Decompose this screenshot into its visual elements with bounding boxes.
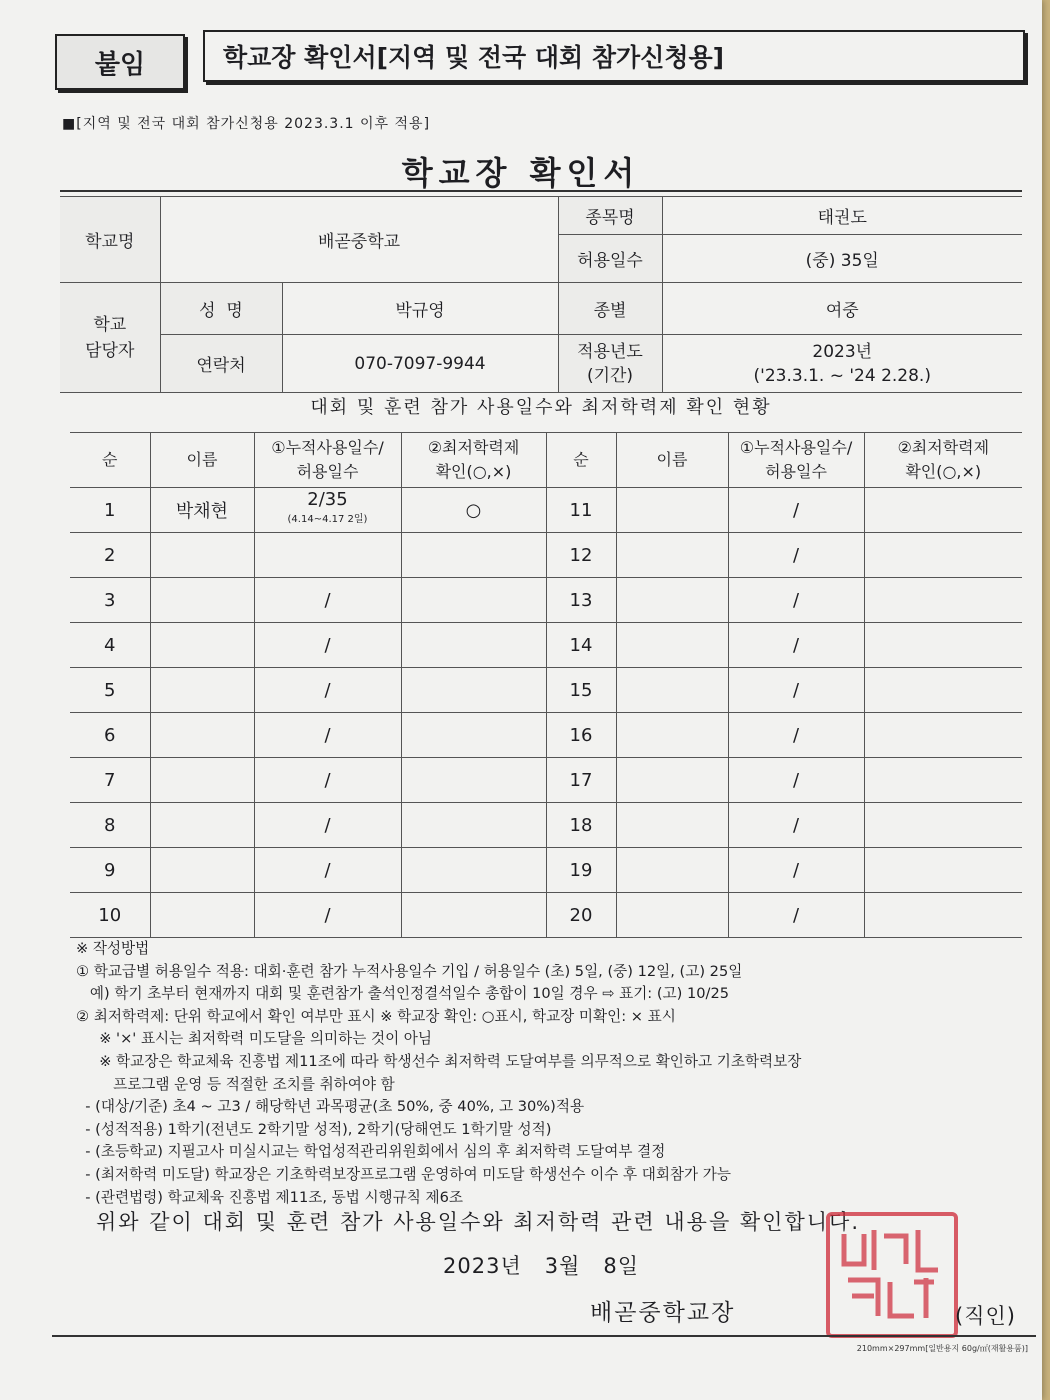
school-name-label: 학교명 <box>60 197 160 283</box>
applicability-note: ■[지역 및 전국 대회 참가신청용 2023.3.1 이후 적용] <box>62 116 431 132</box>
row-number: 16 <box>546 713 616 758</box>
note-line: - (초등학교) 지필고사 미실시교는 학업성적관리위원회에서 심의 후 최저학력 도달여부 결정 <box>76 1143 666 1161</box>
student-name <box>616 533 728 578</box>
header-order-right: 순 <box>546 433 616 488</box>
academic-check <box>401 668 546 713</box>
days-used-note: (4.14~4.17 2일) <box>287 514 368 525</box>
row-number: 15 <box>546 668 616 713</box>
academic-check <box>864 623 1022 668</box>
days-used: / <box>728 488 864 533</box>
period: ('23.3.1. ~ '24 2.28.) <box>753 365 931 386</box>
title-rule <box>60 190 1022 192</box>
academic-check <box>401 713 546 758</box>
days-used: / <box>728 848 864 893</box>
header-academic <box>401 433 546 488</box>
note-line: - (대상/기준) 초4 ~ 고3 / 해당학년 과목평균(초 50%, 중 40%, 고 30%)적용 <box>76 1098 585 1116</box>
days-used <box>254 488 401 533</box>
header-academic-2: 확인(○,×) <box>435 462 512 481</box>
issue-date: 2023년 3월 8일 <box>443 1254 640 1278</box>
header-academic-2-right: 확인(○,×) <box>905 462 982 481</box>
status-table <box>70 432 1022 938</box>
days-used: / <box>254 623 401 668</box>
officer-name: 박규영 <box>282 283 558 335</box>
days-used: / <box>728 803 864 848</box>
row-number: 2 <box>70 533 150 578</box>
days-used: / <box>254 668 401 713</box>
writing-instructions <box>76 938 1036 1209</box>
year-cell <box>662 335 1022 393</box>
paper-spec: 210mm×297mm[일반용지 60g/㎡(재활용품)] <box>856 1344 1028 1353</box>
days-used: / <box>254 848 401 893</box>
table-row <box>70 713 1022 758</box>
days-used: / <box>728 713 864 758</box>
note-line: - (성적적용) 1학기(전년도 2학기말 성적), 2학기(당해연도 1학기말 성적) <box>76 1120 552 1138</box>
name-label: 성 명 <box>160 283 282 335</box>
category-label: 종별 <box>558 283 662 335</box>
academic-check <box>401 533 546 578</box>
confirmation-statement: 위와 같이 대회 및 훈련 참가 사용일수와 최저학력 관련 내용을 확인합니다. <box>96 1210 861 1234</box>
header-days-right <box>728 433 864 488</box>
table-row <box>70 803 1022 848</box>
note-line: - (관련법령) 학교체육 진흥법 제11조, 동법 시행규칙 제6조 <box>76 1188 463 1206</box>
table-row <box>70 533 1022 578</box>
category: 여중 <box>662 283 1022 335</box>
header-academic-1-right: ②최저학력제 <box>897 438 990 457</box>
academic-check: ○ <box>401 488 546 533</box>
student-name <box>616 668 728 713</box>
table-row <box>70 488 1022 533</box>
seal-pattern-icon <box>830 1216 954 1334</box>
row-number: 1 <box>70 488 150 533</box>
year: 2023년 <box>812 341 873 362</box>
academic-check <box>864 578 1022 623</box>
academic-check <box>401 893 546 938</box>
seal-label: (직인) <box>955 1304 1016 1328</box>
student-name <box>616 488 728 533</box>
table-row <box>70 668 1022 713</box>
academic-check <box>864 713 1022 758</box>
academic-check <box>864 803 1022 848</box>
table-row <box>70 848 1022 893</box>
contact: 070-7097-9944 <box>282 335 558 393</box>
student-name <box>150 713 254 758</box>
row-number: 20 <box>546 893 616 938</box>
days-used: / <box>728 578 864 623</box>
days-used: / <box>728 623 864 668</box>
allowed-days: (중) 35일 <box>662 235 1022 283</box>
days-used-value: 2/35 <box>307 489 348 510</box>
student-name <box>616 848 728 893</box>
row-number: 17 <box>546 758 616 803</box>
row-number: 14 <box>546 623 616 668</box>
academic-check <box>864 758 1022 803</box>
student-name <box>616 578 728 623</box>
days-used <box>254 533 401 578</box>
student-name <box>150 758 254 803</box>
student-name <box>150 623 254 668</box>
row-number: 8 <box>70 803 150 848</box>
attachment-label: 붙임 <box>55 34 185 90</box>
year-label <box>558 335 662 393</box>
student-name <box>150 533 254 578</box>
header-name: 이름 <box>150 433 254 488</box>
student-name <box>616 803 728 848</box>
officer-label: 학교 담당자 <box>60 283 160 393</box>
header-academic-right <box>864 433 1022 488</box>
row-number: 10 <box>70 893 150 938</box>
row-number: 12 <box>546 533 616 578</box>
student-name <box>150 848 254 893</box>
row-number: 19 <box>546 848 616 893</box>
allowed-days-label: 허용일수 <box>558 235 662 283</box>
header-days-2: 허용일수 <box>296 462 359 481</box>
student-name <box>616 893 728 938</box>
sport: 태권도 <box>662 197 1022 235</box>
header-days-1-right: ①누적사용일수/ <box>739 438 853 457</box>
student-name <box>150 803 254 848</box>
form-title: 학교장 확인서[지역 및 전국 대회 참가신청용] <box>203 30 1025 82</box>
days-used: / <box>254 803 401 848</box>
row-number: 7 <box>70 758 150 803</box>
row-number: 6 <box>70 713 150 758</box>
bottom-rule <box>52 1335 1036 1337</box>
note-line: 예) 학기 초부터 현재까지 대회 및 훈련참가 출석인정결석일수 총합이 10일 경우 ⇨ 표기: (고) 10/25 <box>76 985 730 1003</box>
header-days <box>254 433 401 488</box>
note-line: - (최저학력 미도달) 학교장은 기초학력보장프로그램 운영하여 미도달 학생선수 이수 후 대회참가 가능 <box>76 1165 731 1183</box>
academic-check <box>401 578 546 623</box>
table-row <box>70 578 1022 623</box>
contact-label: 연락처 <box>160 335 282 393</box>
academic-check <box>401 848 546 893</box>
table-row <box>70 758 1022 803</box>
days-used: / <box>728 758 864 803</box>
academic-check <box>401 758 546 803</box>
note-line: ② 최저학력제: 단위 학교에서 확인 여부만 표시 ※ 학교장 확인: ○표시, 학교장 미확인: × 표시 <box>76 1007 676 1025</box>
academic-check <box>864 668 1022 713</box>
header-academic-1: ②최저학력제 <box>427 438 520 457</box>
days-used: / <box>728 668 864 713</box>
academic-check <box>864 533 1022 578</box>
days-used: / <box>254 758 401 803</box>
academic-check <box>401 803 546 848</box>
academic-check <box>864 893 1022 938</box>
note-line: ① 학교급별 허용일수 적용: 대회·훈련 참가 누적사용일수 기입 / 허용일수 (초) 5일, (중) 12일, (고) 25일 <box>76 962 743 980</box>
row-number: 3 <box>70 578 150 623</box>
table-row <box>70 893 1022 938</box>
student-name <box>150 578 254 623</box>
row-number: 4 <box>70 623 150 668</box>
year-label-line2: (기간) <box>586 365 634 386</box>
status-table-title: 대회 및 훈련 참가 사용일수와 최저학력제 확인 현황 <box>310 397 772 418</box>
header-days-2-right: 허용일수 <box>765 462 827 481</box>
header-days-1: ①누적사용일수/ <box>271 438 384 457</box>
academic-check <box>864 848 1022 893</box>
days-used: / <box>254 893 401 938</box>
days-used: / <box>728 893 864 938</box>
student-name: 박채현 <box>150 488 254 533</box>
note-line: ※ 작성방법 <box>76 940 150 957</box>
student-name <box>616 623 728 668</box>
note-line: ※ '×' 표시는 최저학력 미도달을 의미하는 것이 아님 <box>76 1030 433 1048</box>
header-name-right: 이름 <box>616 433 728 488</box>
row-number: 18 <box>546 803 616 848</box>
student-name <box>150 893 254 938</box>
academic-check <box>401 623 546 668</box>
student-name <box>150 668 254 713</box>
note-line: 프로그램 운영 등 적절한 조치를 취하여야 함 <box>76 1075 395 1093</box>
table-row <box>70 623 1022 668</box>
student-name <box>616 713 728 758</box>
row-number: 5 <box>70 668 150 713</box>
row-number: 9 <box>70 848 150 893</box>
header-order: 순 <box>70 433 150 488</box>
days-used: / <box>728 533 864 578</box>
official-seal <box>826 1212 958 1338</box>
days-used: / <box>254 578 401 623</box>
sport-label: 종목명 <box>558 197 662 235</box>
year-label-line1: 적용년도 <box>577 341 643 362</box>
note-line: ※ 학교장은 학교체육 진흥법 제11조에 따라 학생선수 최저학력 도달여부를 의무적으로 확인하고 기초학력보장 <box>76 1052 802 1070</box>
principal-name: 배곧중학교장 <box>590 1300 736 1326</box>
row-number: 11 <box>546 488 616 533</box>
days-used: / <box>254 713 401 758</box>
header-bar <box>55 30 1030 90</box>
student-name <box>616 758 728 803</box>
school-name: 배곧중학교 <box>160 197 558 283</box>
row-number: 13 <box>546 578 616 623</box>
academic-check <box>864 488 1022 533</box>
document-title: 학교장 확인서 <box>401 154 641 192</box>
info-table <box>60 196 1022 393</box>
